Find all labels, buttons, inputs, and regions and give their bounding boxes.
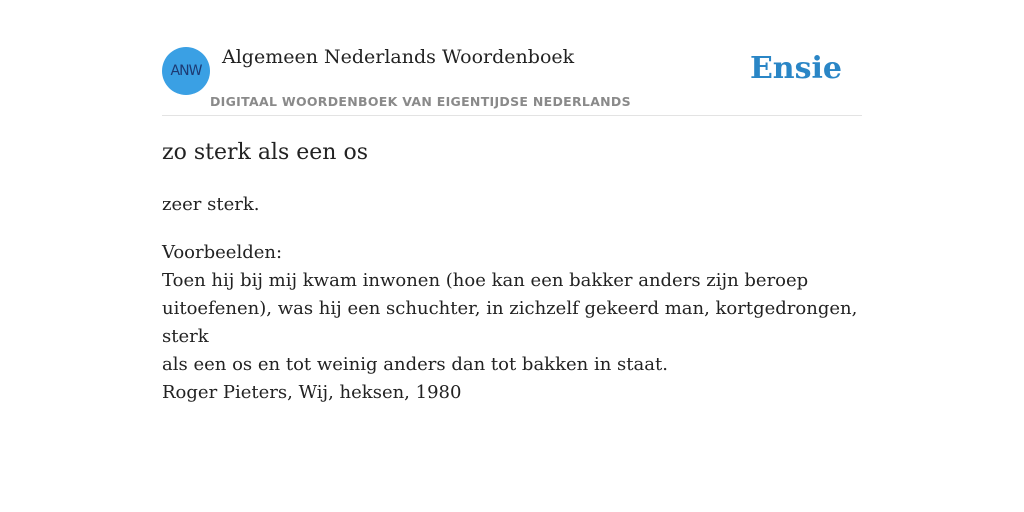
- example-line: Toen hij bij mij kwam inwonen (hoe kan een bakker anders zijn beroep: [162, 270, 809, 291]
- examples-label: Voorbeelden:: [162, 242, 283, 263]
- site-title[interactable]: Algemeen Nederlands Woordenboek: [222, 46, 575, 68]
- entry-term: zo sterk als een os: [162, 140, 368, 165]
- page-container: [162, 0, 862, 403]
- examples-section: [162, 239, 862, 407]
- anw-logo[interactable]: ANW: [162, 47, 210, 95]
- site-header: [162, 0, 862, 116]
- site-subtitle: DIGITAAL WOORDENBOEK VAN EIGENTIJDSE NEDERLANDS: [210, 94, 631, 109]
- example-source: Roger Pieters, Wij, heksen, 1980: [162, 382, 462, 403]
- entry-definition: zeer sterk.: [162, 194, 260, 215]
- example-line: als een os en tot weinig anders dan tot bakken in staat.: [162, 354, 668, 375]
- example-line: uitoefenen), was hij een schuchter, in zichzelf gekeerd man, kortgedrongen, sterk: [162, 298, 858, 347]
- ensie-brand-link[interactable]: Ensie: [749, 51, 842, 86]
